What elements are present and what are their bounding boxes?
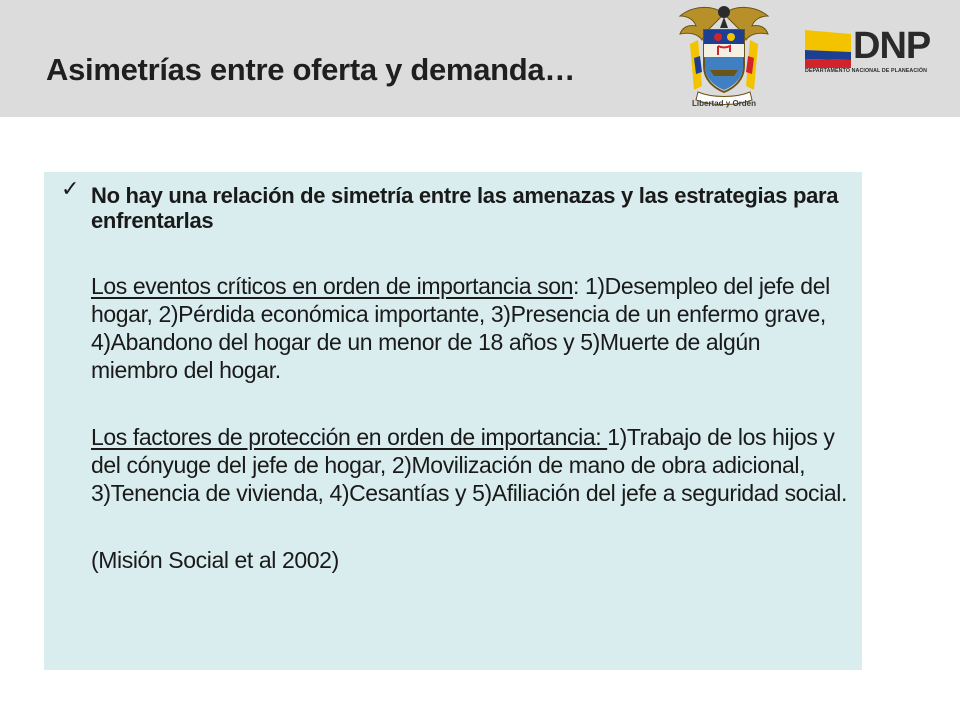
dnp-wordmark: DNP (853, 25, 931, 67)
colombia-coat-of-arms-logo (668, 0, 780, 112)
events-text: : 1)Desempleo del jefe del hogar, 2)Pérdida económica importante, 3)Presencia de un enfermo grave, 4)Abandono del hogar de un menor de 18 años y 5)Muerte de algún miembro del hogar. (91, 273, 830, 383)
dnp-logo (805, 26, 945, 76)
checkmark-icon: ✓ (61, 177, 80, 202)
factors-text: 1)Trabajo de los hijos y del cónyuge del jefe de hogar, 2)Movilización de mano de obra adicional, 3)Tenencia de vivienda, 4)Cesantías y 5)Afiliación del jefe a seguridad social. (91, 424, 847, 506)
factors-label: Los factores de protección en orden de importancia: (91, 424, 608, 450)
events-paragraph (91, 272, 851, 384)
colombia-flag-icon (805, 30, 851, 68)
bullet-content (91, 183, 851, 574)
page-title: Asimetrías entre oferta y demanda… (46, 52, 576, 87)
events-label: Los eventos críticos en orden de importancia son (91, 273, 573, 299)
factors-paragraph (91, 423, 851, 507)
bullet-lead: No hay una relación de simetría entre las amenazas y las estrategias para enfrentarlas (91, 183, 839, 233)
citation: (Misión Social et al 2002) (91, 547, 339, 573)
dnp-subtitle: DEPARTAMENTO NACIONAL DE PLANEACIÓN (805, 68, 927, 74)
seal-motto: Libertad y Orden (691, 99, 756, 108)
